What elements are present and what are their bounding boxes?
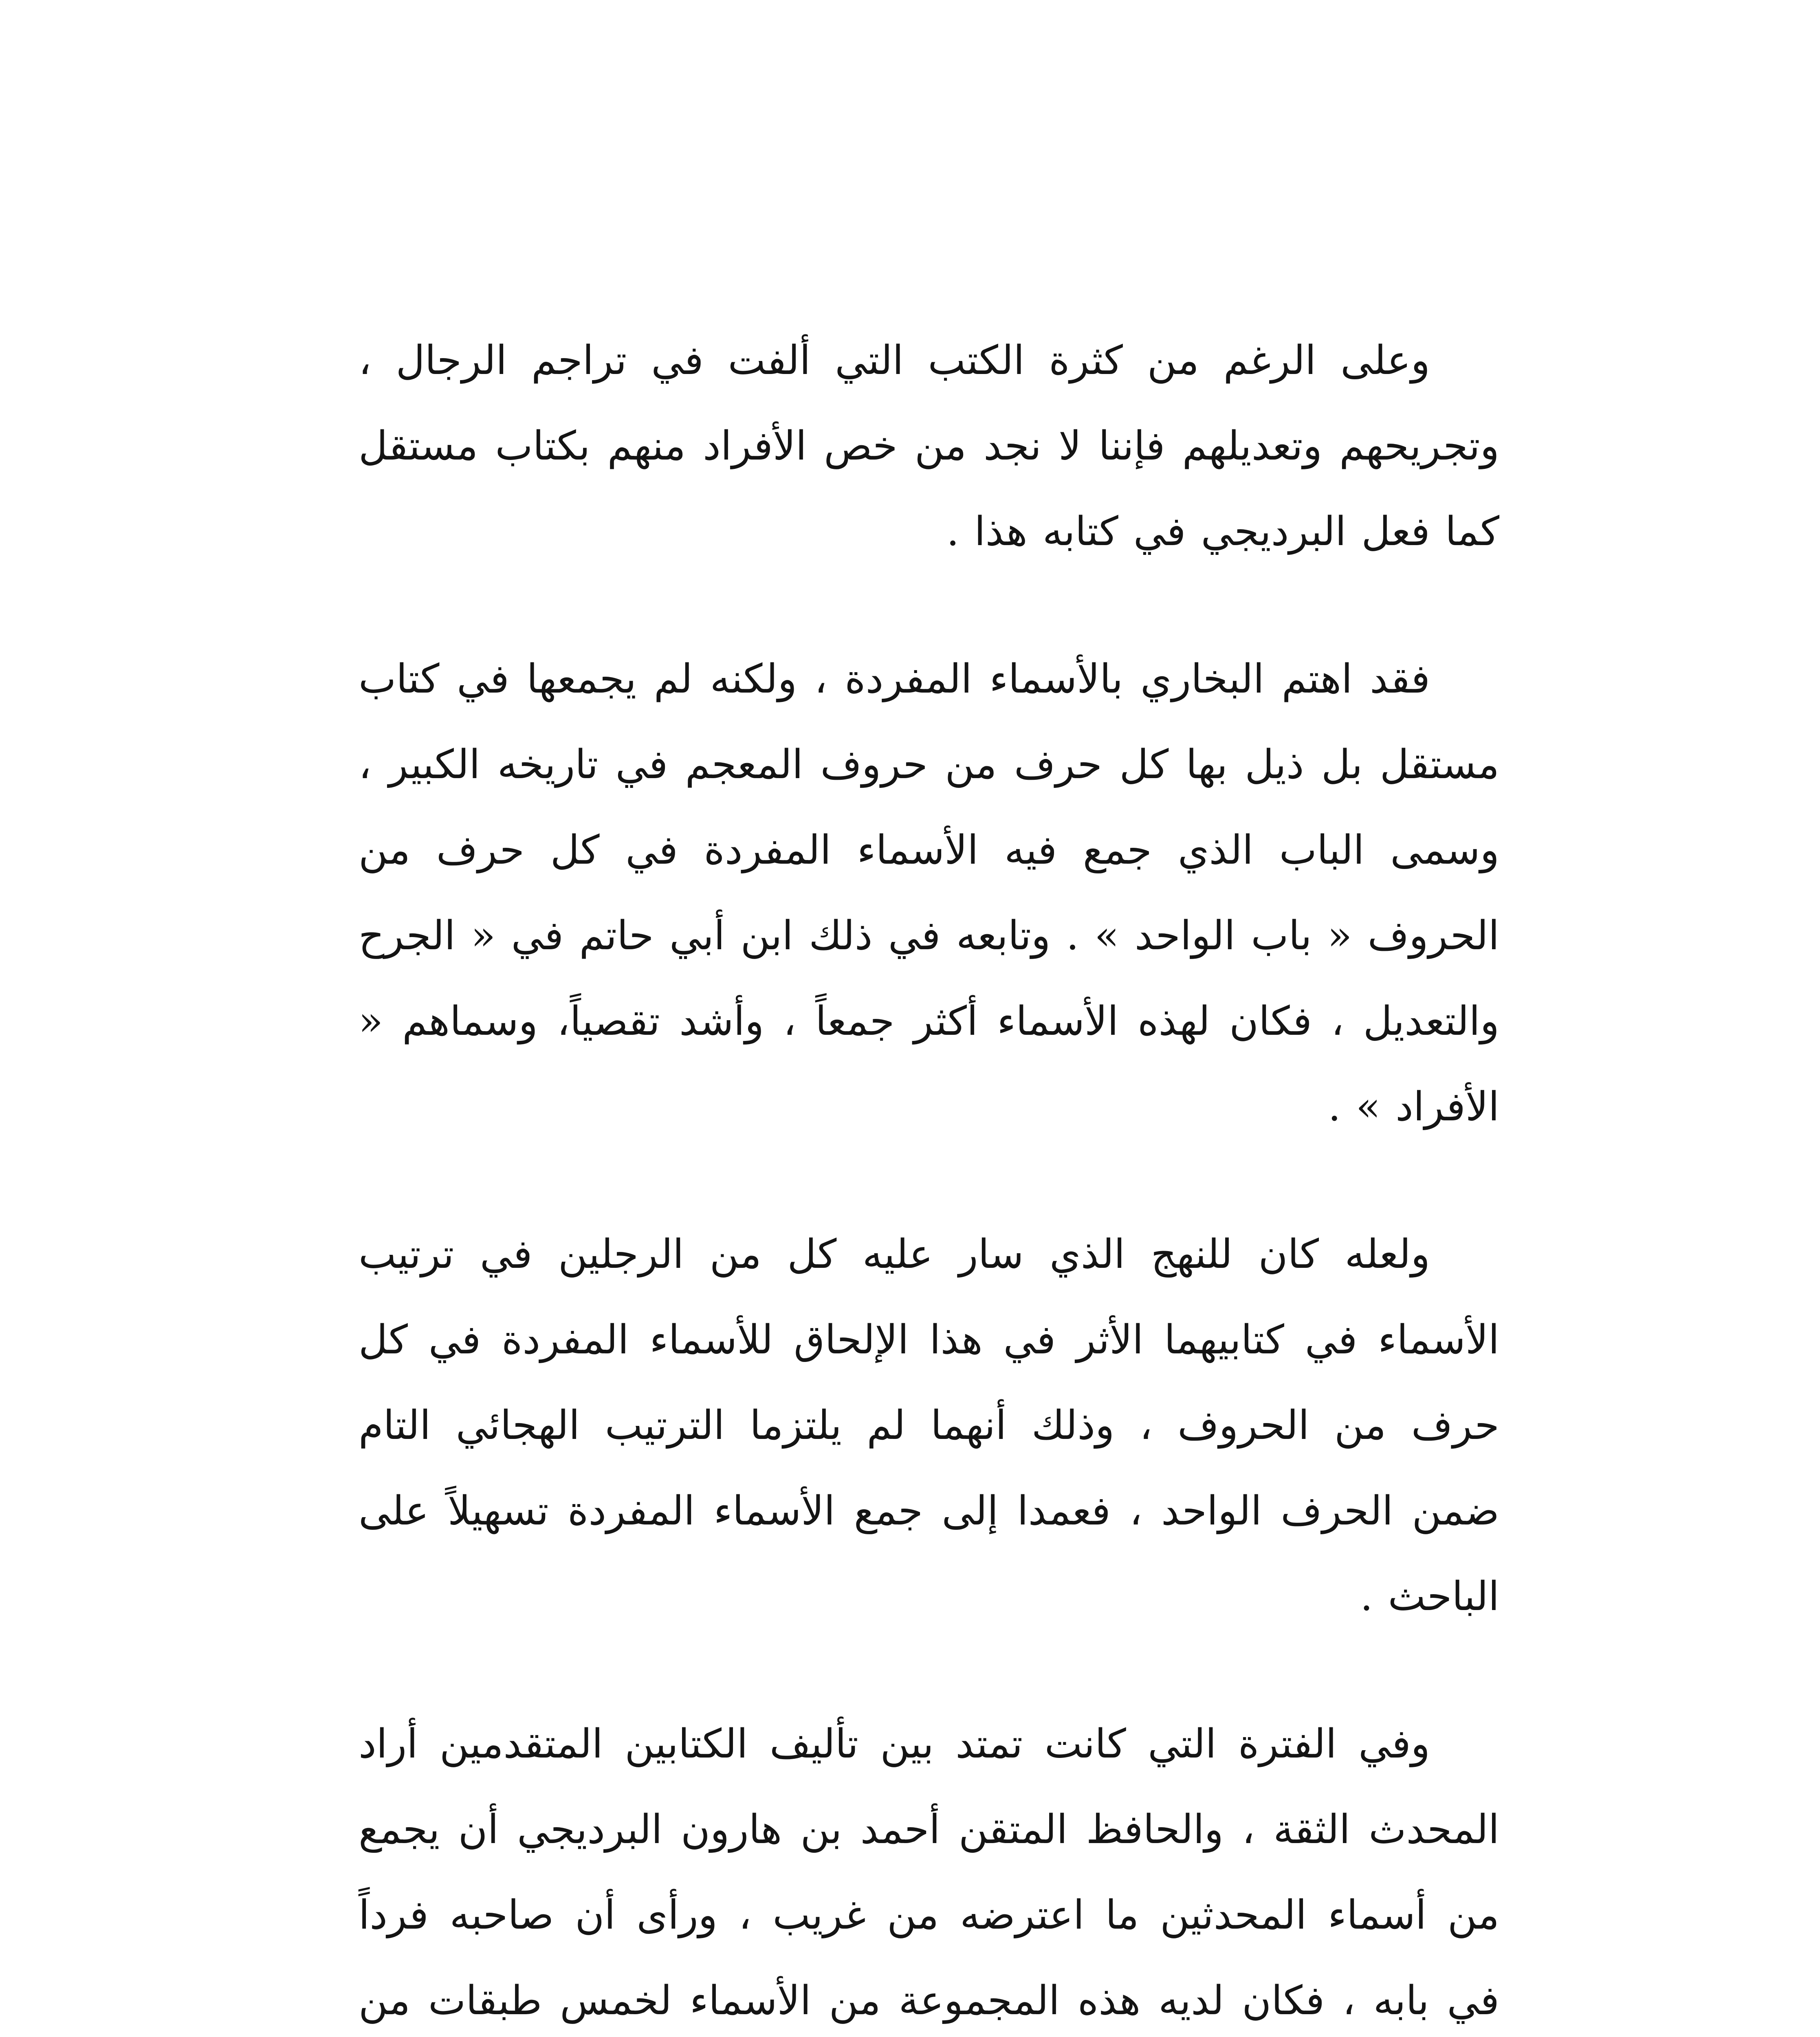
body-text — [359, 318, 1499, 2037]
paragraph-1: وعلى الرغم من كثرة الكتب التي ألفت في تراجم الرجال ، وتجريحهم وتعديلهم فإننا لا نجد من خص الأفراد منهم بكتاب مستقل كما فعل البرديجي في كتابه هذا . — [359, 337, 1499, 555]
paragraph-3: ولعله كان للنهج الذي سار عليه كل من الرجلين في ترتيب الأسماء في كتابيهما الأثر في هذا الإلحاق للأسماء المفردة في كل حرف من الحروف ، وذلك أنهما لم يلتزما الترتيب الهجائي التام ضمن الحرف الواحد ، فعمدا إلى جمع الأسماء المفردة تسهيلاً على الباحث . — [359, 1231, 1499, 1620]
paragraph-2: فقد اهتم البخاري بالأسماء المفردة ، ولكنه لم يجمعها في كتاب مستقل بل ذيل بها كل حرف من حروف المعجم في تاريخه الكبير ، وسمى الباب الذي جمع فيه الأسماء المفردة في كل حرف من الحروف « باب الواحد » . وتابعه في ذلك ابن أبي حاتم في « الجرح والتعديل ، فكان لهذه الأسماء أكثر جمعاً ، وأشد تقصياً، وسماهم « الأفراد » . — [359, 656, 1499, 1130]
paragraph-4: وفي الفترة التي كانت تمتد بين تأليف الكتابين المتقدمين أراد المحدث الثقة ، والحافظ المتقن أحمد بن هارون البرديجي أن يجمع من أسماء المحدثين ما اعترضه من غريب ، ورأى أن صاحبه فرداً في بابه ، فكان لديه هذه المجموعة من الأسماء لخمس طبقات من — [359, 1721, 1499, 2024]
